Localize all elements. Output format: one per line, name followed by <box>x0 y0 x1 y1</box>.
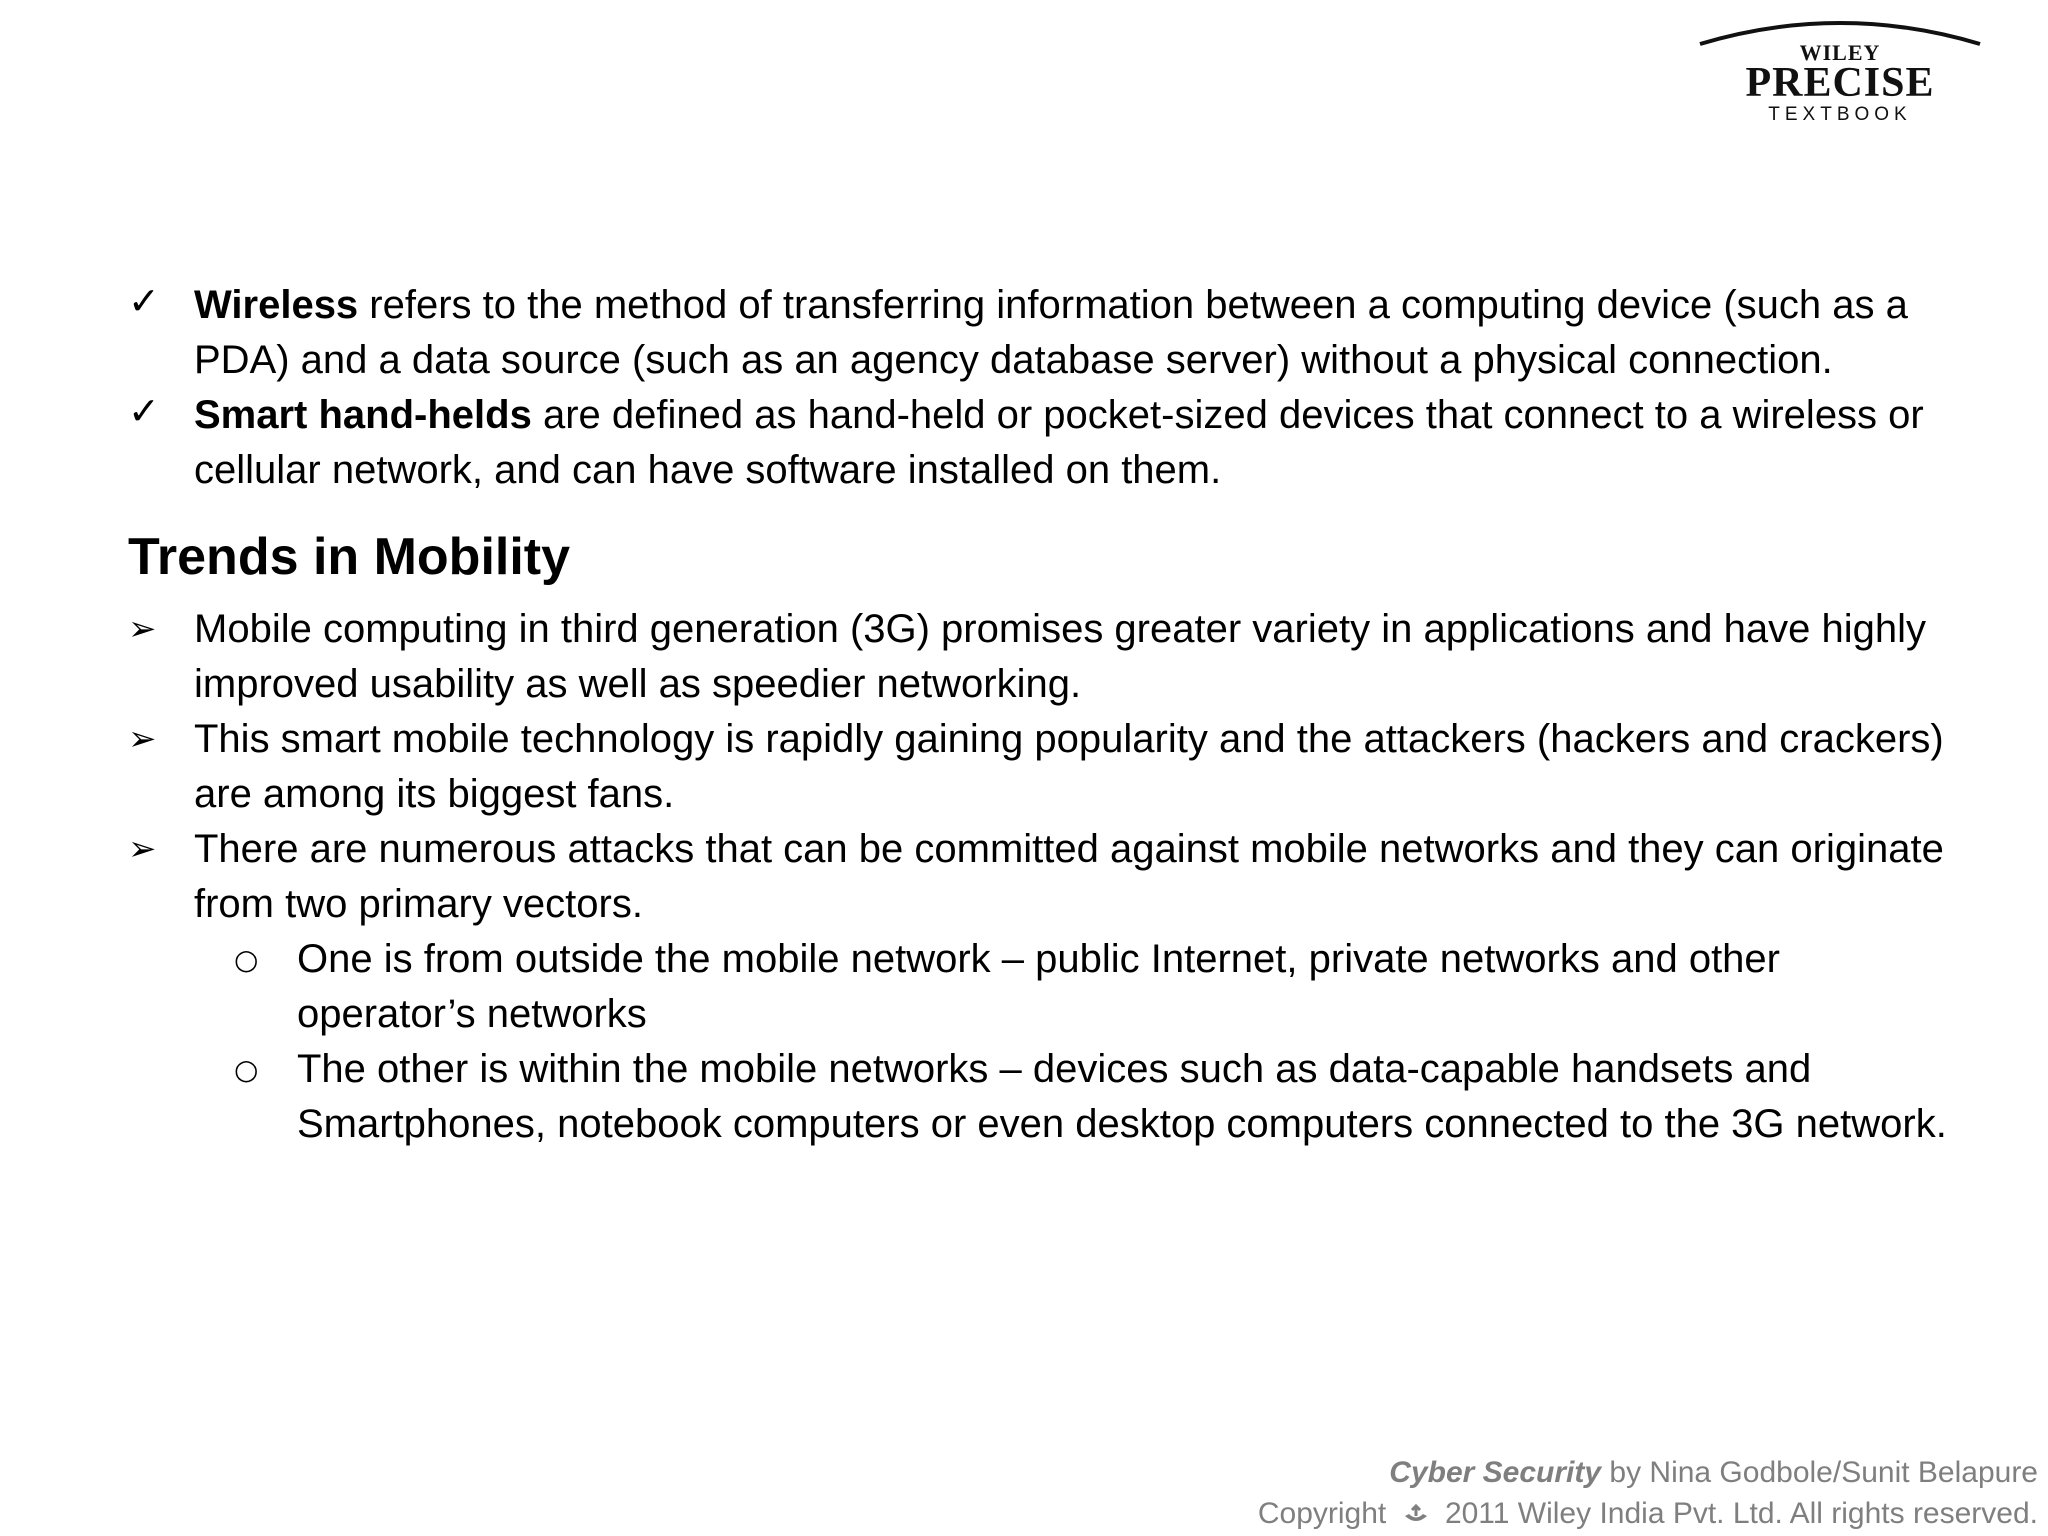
definition-term: Smart hand-helds <box>194 393 532 437</box>
book-authors: by Nina Godbole/Sunit Belapure <box>1601 1456 2038 1489</box>
logo-line-3: TEXTBOOK <box>1768 104 1912 125</box>
trend-text: This smart mobile technology is rapidly gaining popularity and the attackers (hackers and crackers) are among its biggest fans. <box>194 717 1944 816</box>
definition-text: refers to the method of transferring information between a computing device (such as a PDA) and a data source (such as an agency database server) without a physical connection. <box>194 283 1908 382</box>
trend-text: There are numerous attacks that can be committed against mobile networks and they can originate from two primary vectors. <box>194 827 1944 926</box>
trend-text: Mobile computing in third generation (3G) promises greater variety in applications and have highly improved usability as well as speedier networking. <box>194 607 1927 706</box>
vector-text: One is from outside the mobile network – public Internet, private networks and other operator’s networks <box>297 937 1780 1036</box>
copyright-text: 2011 Wiley India Pvt. Ltd. All rights reserved. <box>1444 1497 2038 1530</box>
definition-text: are defined as hand-held or pocket-sized devices that connect to a wireless or cellular network, and can have software installed on them. <box>194 393 1924 492</box>
arrow-bullet-icon: ➢ <box>128 719 157 759</box>
footer-book-line <box>1258 1452 2038 1493</box>
vector-text: The other is within the mobile networks – devices such as data-capable handsets and Smartphones, notebook computers or even desktop computers connected to the 3G network. <box>297 1047 1947 1146</box>
definition-item <box>128 388 1968 498</box>
arrow-bullet-icon: ➢ <box>128 829 157 869</box>
circle-bullet-icon: ○ <box>234 943 259 976</box>
section-heading: Trends in Mobility <box>128 528 571 586</box>
definition-item <box>128 278 1968 388</box>
slide-content <box>128 278 1968 1152</box>
definition-term: Wireless <box>194 283 359 327</box>
book-title: Cyber Security <box>1389 1456 1602 1489</box>
copyright-icon <box>1401 1504 1431 1526</box>
vector-item <box>128 932 1968 1042</box>
vector-item <box>128 1042 1968 1152</box>
footer <box>1258 1452 2038 1534</box>
checkmark-icon: ✓ <box>128 389 160 433</box>
logo-line-1: WILEY <box>1799 40 1881 65</box>
checkmark-icon: ✓ <box>128 279 160 323</box>
circle-bullet-icon: ○ <box>234 1053 259 1086</box>
trend-item <box>128 602 1968 712</box>
trend-item <box>128 822 1968 932</box>
trend-item <box>128 712 1968 822</box>
arrow-bullet-icon: ➢ <box>128 609 157 649</box>
footer-copyright-line <box>1258 1493 2038 1534</box>
logo-line-2: PRECISE <box>1745 60 1935 106</box>
copyright-label: Copyright <box>1257 1497 1387 1530</box>
wiley-precise-logo <box>1690 10 1990 125</box>
